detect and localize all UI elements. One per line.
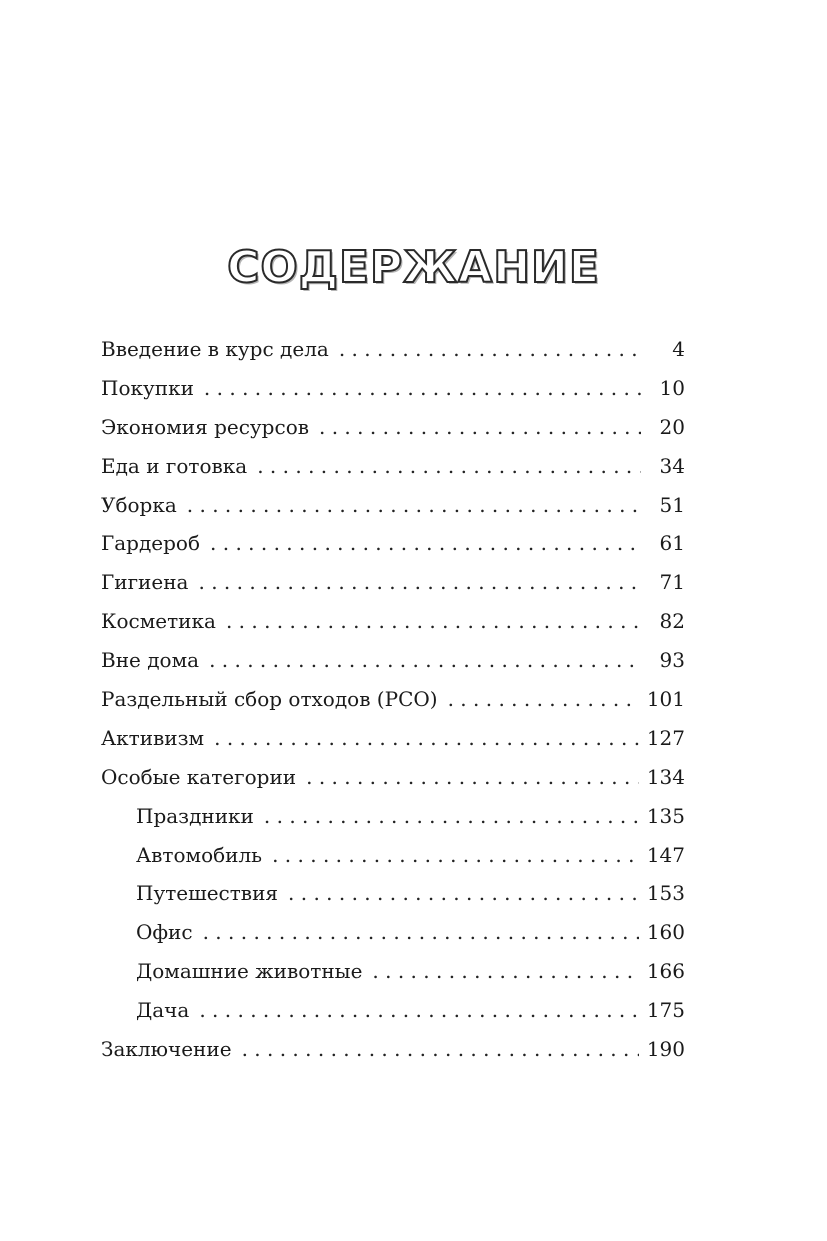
toc-dot-leader bbox=[288, 874, 639, 913]
toc-entry-page-number: 160 bbox=[646, 920, 685, 945]
toc-entry-page-number: 93 bbox=[659, 648, 685, 673]
toc-entry-title: Раздельный сбор отходов (РСО) bbox=[101, 687, 438, 712]
toc-entry-title: Вне дома bbox=[101, 648, 200, 673]
toc-entry-title: Офис bbox=[136, 920, 193, 945]
toc-dot-leader bbox=[210, 524, 641, 563]
toc-dot-leader bbox=[214, 719, 639, 758]
toc-entry-page-number: 20 bbox=[659, 414, 685, 439]
toc-entry-page-number: 10 bbox=[659, 375, 685, 400]
toc-entry bbox=[101, 447, 685, 486]
toc-dot-leader bbox=[448, 680, 639, 719]
toc-entry-title: Гигиена bbox=[101, 570, 189, 595]
toc-entry-title: Уборка bbox=[101, 492, 177, 517]
toc-entry-title: Праздники bbox=[136, 803, 254, 828]
toc-entry bbox=[101, 563, 685, 602]
toc-entry bbox=[101, 369, 685, 408]
toc-subentry bbox=[101, 836, 685, 875]
toc-dot-leader bbox=[187, 486, 641, 525]
toc-entry-title: Экономия ресурсов bbox=[101, 414, 309, 439]
page-title: СОДЕРЖАНИЕ bbox=[227, 242, 600, 293]
toc-dot-leader bbox=[306, 758, 639, 797]
toc-entry-page-number: 34 bbox=[659, 453, 685, 478]
toc-subentry bbox=[101, 991, 685, 1030]
toc-dot-leader bbox=[199, 991, 638, 1030]
toc-dot-leader bbox=[204, 369, 641, 408]
toc-entry-page-number: 147 bbox=[646, 842, 685, 867]
toc-entry-title: Особые категории bbox=[101, 764, 297, 789]
toc-entry bbox=[101, 1030, 685, 1069]
toc-entry-page-number: 135 bbox=[646, 803, 685, 828]
toc-entry-title: Заключение bbox=[101, 1037, 232, 1062]
toc-entry bbox=[101, 758, 685, 797]
toc-entry bbox=[101, 524, 685, 563]
toc-entry-page-number: 101 bbox=[646, 687, 685, 712]
toc-entry-page-number: 127 bbox=[646, 725, 685, 750]
toc-entry-title: Автомобиль bbox=[136, 842, 263, 867]
toc-entry-page-number: 4 bbox=[672, 337, 685, 361]
toc-dot-leader bbox=[319, 408, 641, 447]
toc-dot-leader bbox=[226, 602, 641, 641]
toc-entry bbox=[101, 408, 685, 447]
toc-entry-title: Активизм bbox=[101, 725, 205, 750]
toc-entry-page-number: 175 bbox=[646, 998, 685, 1023]
toc-dot-leader bbox=[242, 1030, 639, 1069]
toc-entry-page-number: 82 bbox=[659, 609, 685, 634]
toc-subentry bbox=[101, 952, 685, 991]
toc-entry-page-number: 166 bbox=[646, 959, 685, 984]
toc-dot-leader bbox=[272, 836, 639, 875]
toc-entry bbox=[101, 719, 685, 758]
toc-entry-title: Домашние животные bbox=[136, 959, 363, 984]
toc-entry-title: Покупки bbox=[101, 375, 194, 400]
toc-dot-leader bbox=[209, 641, 641, 680]
toc-entry-title: Введение в курс дела bbox=[101, 337, 329, 361]
toc-entry-page-number: 190 bbox=[646, 1037, 685, 1062]
toc-dot-leader bbox=[203, 913, 639, 952]
toc-entry-page-number: 153 bbox=[646, 881, 685, 906]
toc-entry bbox=[101, 602, 685, 641]
toc-entry bbox=[101, 486, 685, 525]
toc-subentry bbox=[101, 797, 685, 836]
toc-entry bbox=[101, 641, 685, 680]
toc-entry bbox=[101, 680, 685, 719]
toc-entry-title: Гардероб bbox=[101, 531, 201, 556]
toc-subentry bbox=[101, 913, 685, 952]
toc-entry-page-number: 71 bbox=[659, 570, 685, 595]
table-of-contents bbox=[101, 330, 685, 1069]
toc-entry bbox=[101, 330, 685, 369]
toc-entry-title: Путешествия bbox=[136, 881, 279, 906]
toc-entry-title: Еда и готовка bbox=[101, 453, 248, 478]
toc-entry-page-number: 61 bbox=[659, 531, 685, 556]
toc-entry-title: Дача bbox=[136, 998, 190, 1023]
toc-entry-title: Косметика bbox=[101, 609, 216, 634]
toc-dot-leader bbox=[264, 797, 639, 836]
toc-dot-leader bbox=[257, 447, 641, 486]
toc-dot-leader bbox=[372, 952, 638, 991]
toc-entry-page-number: 51 bbox=[659, 492, 685, 517]
toc-entry-page-number: 134 bbox=[646, 764, 685, 789]
toc-dot-leader bbox=[198, 563, 641, 602]
toc-subentry bbox=[101, 874, 685, 913]
toc-dot-leader bbox=[339, 330, 641, 369]
